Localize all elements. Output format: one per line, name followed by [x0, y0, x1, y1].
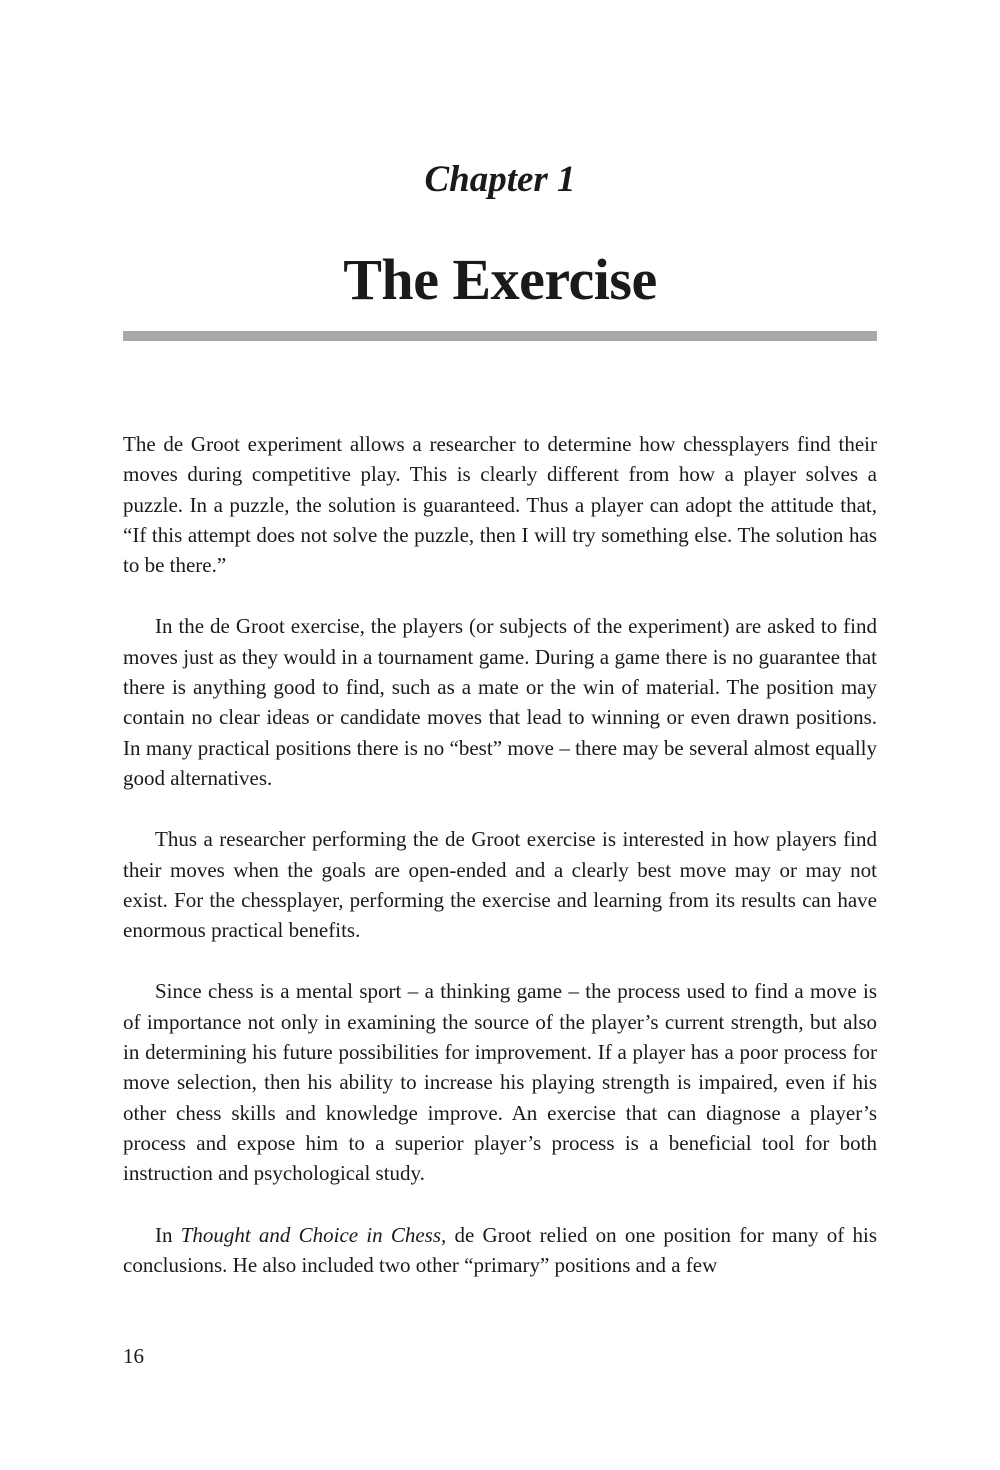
- paragraph-2: In the de Groot exercise, the players (or subjects of the experiment) are asked to find moves just as they would in a tournament game. During a game there is no guarantee that there is anything good to find, such as a mate or the win of material. The position may contain no clear ideas or candidate moves that lead to winning or even drawn positions. In many practical positions there is no “best” move – there may be several almost equally good alternatives.: [123, 614, 877, 790]
- chapter-label: Chapter 1: [424, 159, 576, 200]
- paragraph-1: The de Groot experiment allows a researcher to determine how chessplayers find their moves during competitive play. This is clearly different from how a player solves a puzzle. In a puzzle, the solution is guaranteed. Thus a player can adopt the attitude that, “If this attempt does not solve the puzzle, then I will try something else. The solution has to be there.”: [123, 432, 877, 578]
- paragraph-5: [123, 1220, 877, 1281]
- book-title: Thought and Choice in Chess,: [180, 1222, 447, 1247]
- page-number: 16: [123, 1344, 144, 1368]
- paragraph-5-rest: de Groot relied on one position for many of his conclusions. He also included two other “primary” positions and a few: [123, 1222, 877, 1277]
- paragraph-5-prefix: In: [155, 1222, 181, 1247]
- chapter-title: The Exercise: [343, 247, 657, 312]
- title-rule: [123, 331, 877, 341]
- paragraph-3: Thus a researcher performing the de Groot exercise is interested in how players find their moves when the goals are open-ended and a clearly best move may or may not exist. For the chessplayer, performing the exercise and learning from its results can have enormous practical benefits.: [123, 827, 877, 943]
- body-text: [123, 429, 877, 1311]
- paragraph-4: Since chess is a mental sport – a thinking game – the process used to find a move is of importance not only in examining the source of the player’s current strength, but also in determining his future possibilities for improvement. If a player has a poor process for move selection, then his ability to increase his playing strength is impaired, even if his other chess skills and knowledge improve. An exercise that can diagnose a player’s process and expose him to a superior player’s process is a beneficial tool for both instruction and psychological study.: [123, 979, 877, 1186]
